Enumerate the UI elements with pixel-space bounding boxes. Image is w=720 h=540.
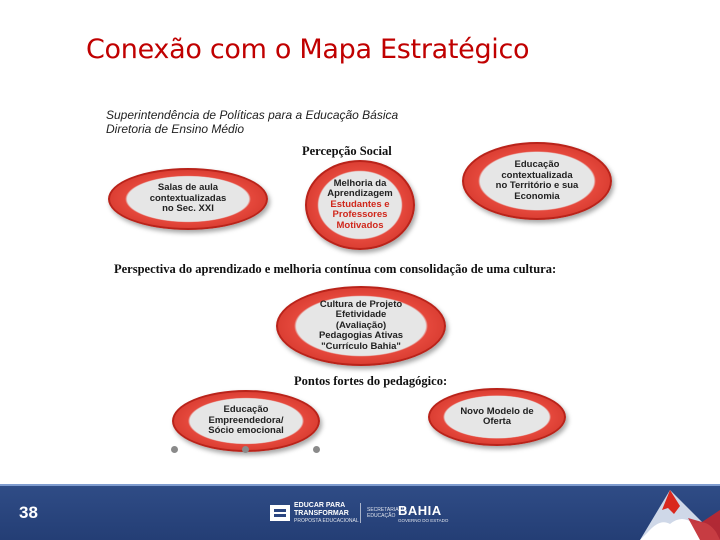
oval-text: contextualizada xyxy=(501,169,573,181)
educar-logo-icon xyxy=(270,505,290,521)
oval-text: no Sec. XXI xyxy=(162,203,214,215)
bahia-logo xyxy=(398,503,448,523)
oval-text: Aprendizagem xyxy=(327,188,393,200)
strategic-map-diagram xyxy=(100,100,620,460)
oval-text: (Avaliação) xyxy=(335,319,387,331)
section-perspectiva: Perspectiva do aprendizado e melhoria contínua com consolidação de uma cultura: xyxy=(114,262,557,276)
oval-text: Empreendedora/ xyxy=(208,414,284,426)
oval-novo-modelo xyxy=(428,388,566,446)
oval-text: Oferta xyxy=(483,416,511,427)
educar-logo-text: EDUCAR PARA TRANSFORMAR PROPOSTA EDUCACIONAL xyxy=(294,502,359,524)
oval-text: Melhoria da xyxy=(333,177,387,189)
bahia-logo-text: BAHIA GOVERNO DO ESTADO xyxy=(398,503,449,523)
oval-text-highlight: Motivados xyxy=(336,219,384,231)
oval-text: "Currículo Bahia" xyxy=(321,340,401,352)
slide-title: Conexão com o Mapa Estratégico xyxy=(86,34,530,65)
header-diretoria: Diretoria de Ensino Médio xyxy=(106,122,245,136)
oval-cultura-de-projeto xyxy=(276,286,446,366)
section-percepcao-social: Percepção Social xyxy=(302,144,392,158)
oval-text-highlight: Professores xyxy=(332,209,388,221)
oval-text: no Território e sua xyxy=(495,180,579,191)
oval-text: Educação xyxy=(223,404,269,416)
secretaria-logo-text: SECRETARIA DA EDUCAÇÃO xyxy=(367,507,407,519)
oval-text: contextualizadas xyxy=(149,192,227,204)
oval-text: Pedagogias Ativas xyxy=(318,330,404,342)
page-number: 38 xyxy=(19,503,38,522)
corner-mountain-graphic xyxy=(640,480,720,540)
oval-text: Cultura de Projeto xyxy=(319,298,403,310)
oval-text: Salas de aula xyxy=(157,182,219,194)
oval-text: Efetividade xyxy=(335,309,387,321)
selection-handle[interactable] xyxy=(171,446,178,453)
oval-educacao-empreendedora xyxy=(172,390,320,452)
oval-text: Educação xyxy=(514,159,560,170)
header-superintendencia: Superintendência de Políticas para a Educação Básica xyxy=(106,108,399,122)
oval-educacao-contextualizada xyxy=(462,142,612,220)
educar-transformar-logo xyxy=(270,503,359,523)
oval-melhoria-aprendizagem xyxy=(305,160,415,250)
oval-text: Novo Modelo de xyxy=(460,405,534,417)
selection-handle[interactable] xyxy=(242,446,249,453)
selection-handle[interactable] xyxy=(313,446,320,453)
section-pontos-fortes: Pontos fortes do pedagógico: xyxy=(294,374,448,388)
oval-text: Economia xyxy=(514,190,560,202)
oval-text-highlight: Estudantes e xyxy=(330,198,390,210)
oval-salas-de-aula xyxy=(108,168,268,230)
oval-text: Sócio emocional xyxy=(208,425,284,437)
